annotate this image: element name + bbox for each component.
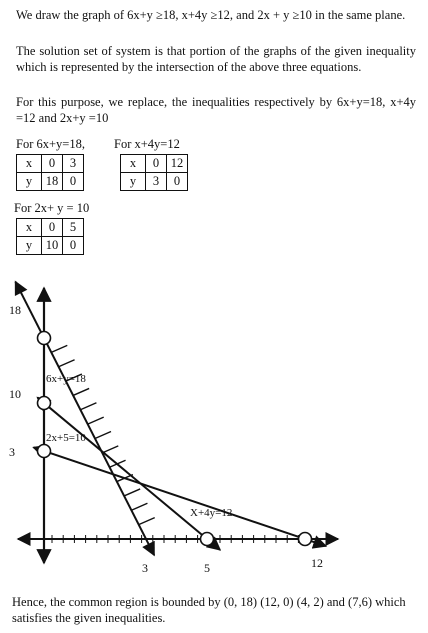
hatch-mark xyxy=(73,388,89,395)
line-label: X+4y=12 xyxy=(190,507,233,519)
table-cell: 3 xyxy=(63,155,84,173)
x-tick-label: 5 xyxy=(204,561,210,575)
intercept-point xyxy=(38,397,51,410)
hatch-mark xyxy=(131,503,147,510)
table2-label: For x+4y=12 xyxy=(114,137,180,151)
intercept-point xyxy=(38,332,51,345)
table-cell: 12 xyxy=(167,155,188,173)
table-row xyxy=(121,173,188,191)
y-tick-label: 18 xyxy=(9,303,21,317)
axes xyxy=(18,288,338,563)
constraint-lines xyxy=(15,282,325,555)
table3-label: For 2x+ y = 10 xyxy=(14,201,90,215)
table-6x-y-18 xyxy=(16,154,84,191)
line-label: 6x+y=18 xyxy=(46,373,86,385)
table-cell: x xyxy=(17,219,42,237)
table-row xyxy=(121,155,188,173)
table-x-4y-12 xyxy=(120,154,188,191)
hatch-mark xyxy=(88,417,104,424)
table-cell: y xyxy=(17,237,42,255)
table-cell: 0 xyxy=(167,173,188,191)
y-tick-label: 3 xyxy=(9,445,15,459)
line-x-4y-12 xyxy=(34,447,326,546)
line-2x-y-10 xyxy=(37,398,220,550)
intercept-point xyxy=(201,533,214,546)
table-cell: y xyxy=(121,173,146,191)
intercept-point xyxy=(299,533,312,546)
line-label: 2x+5=10 xyxy=(46,432,86,444)
hatch-mark xyxy=(102,446,118,453)
intercept-point xyxy=(38,445,51,458)
table-cell: y xyxy=(17,173,42,191)
hatch-mark xyxy=(51,345,67,352)
table-cell: 0 xyxy=(42,155,63,173)
line-6x-y-18 xyxy=(15,282,154,555)
table1-label: For 6x+y=18, xyxy=(16,137,85,151)
conclusion-text: Hence, the common region is bounded by (0, 18) (12, 0) (4, 2) and (7,6) which satisfies the given inequalities. xyxy=(12,595,406,625)
hatch-mark xyxy=(59,360,75,367)
purpose-text: For this purpose, we replace, the inequalities respectively by 6x+y=18, x+4y =12 and 2x+y =10 xyxy=(16,95,416,125)
table-cell: 18 xyxy=(42,173,63,191)
table-cell: 5 xyxy=(63,219,84,237)
table-2x-y-10 xyxy=(16,218,84,255)
hatch-mark xyxy=(95,432,111,439)
x-tick-label: 12 xyxy=(311,556,323,570)
table-row xyxy=(17,219,84,237)
table-cell: 10 xyxy=(42,237,63,255)
table-row xyxy=(17,237,84,255)
table-cell: 0 xyxy=(63,237,84,255)
table-cell: 3 xyxy=(146,173,167,191)
y-tick-label: 10 xyxy=(9,387,21,401)
table-cell: 0 xyxy=(42,219,63,237)
table-row xyxy=(17,155,84,173)
hatch-mark xyxy=(124,489,140,496)
graph-labels xyxy=(9,303,323,575)
table-row xyxy=(17,173,84,191)
table-cell: 0 xyxy=(63,173,84,191)
hatch-mark xyxy=(139,518,155,525)
inequality-graph xyxy=(0,280,428,580)
solution-text: The solution set of system is that portion of the graphs of the given inequality which is represented by the intersection of the above three equations. xyxy=(16,44,416,74)
x-tick-label: 3 xyxy=(142,561,148,575)
hatch-mark xyxy=(80,403,96,410)
table-cell: x xyxy=(121,155,146,173)
table-cell: 0 xyxy=(146,155,167,173)
table-cell: x xyxy=(17,155,42,173)
intro-text: We draw the graph of 6x+y ≥18, x+4y ≥12, and 2x + y ≥10 in the same plane. xyxy=(16,8,406,22)
